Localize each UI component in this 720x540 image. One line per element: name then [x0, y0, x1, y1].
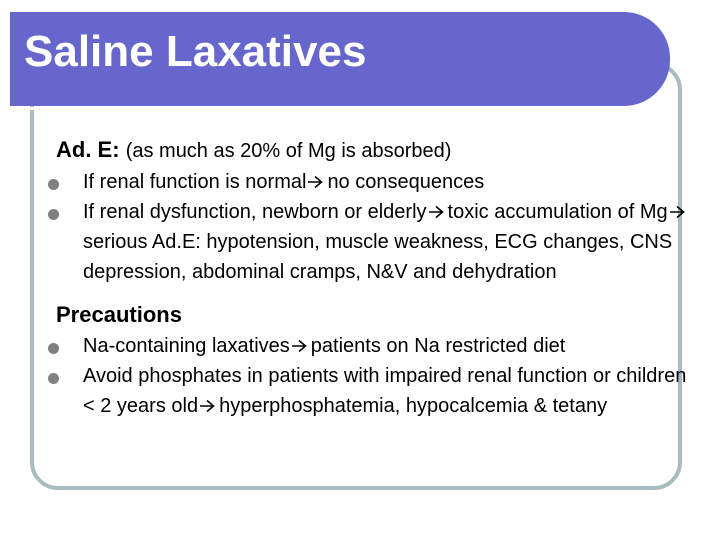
precautions-list	[56, 331, 696, 421]
list-item	[56, 197, 696, 287]
right-arrow-icon	[428, 205, 445, 219]
list-item	[56, 331, 696, 361]
item-text: Na-containing laxatives	[83, 335, 290, 357]
title-underline	[20, 107, 646, 110]
list-item	[56, 167, 696, 197]
right-arrow-icon	[307, 175, 324, 189]
bullet-dot-icon	[48, 343, 59, 354]
slide-content	[56, 134, 696, 421]
item-text: no consequences	[327, 171, 485, 193]
adverse-effects-list	[56, 167, 696, 287]
item-text: serious Ad.E: hypotension, muscle weakness, ECG changes, CNS depression, abdominal cramps, N&V and dehydration	[83, 231, 673, 283]
bullet-dot-icon	[48, 179, 59, 190]
right-arrow-icon	[669, 205, 686, 219]
list-item	[56, 361, 696, 421]
right-arrow-icon	[291, 339, 308, 353]
right-arrow-icon	[199, 399, 216, 413]
item-text: patients on Na restricted diet	[310, 335, 566, 357]
item-text: hyperphosphatemia, hypocalcemia & tetany	[219, 395, 608, 417]
adverse-effects-heading	[56, 134, 696, 167]
slide-title: Saline Laxatives	[24, 27, 367, 76]
item-text: If renal function is normal	[83, 171, 307, 193]
bullet-dot-icon	[48, 373, 59, 384]
item-text: toxic accumulation of Mg	[447, 201, 668, 223]
item-text: If renal dysfunction, newborn or elderly	[83, 201, 427, 223]
adverse-effects-note: (as much as 20% of Mg is absorbed)	[125, 140, 452, 162]
bullet-dot-icon	[48, 209, 59, 220]
item-text: Avoid phosphates in patients with impaired renal function or children < 2 years old	[83, 365, 687, 417]
precautions-heading: Precautions	[56, 302, 182, 327]
adverse-effects-label: Ad. E:	[56, 137, 120, 162]
